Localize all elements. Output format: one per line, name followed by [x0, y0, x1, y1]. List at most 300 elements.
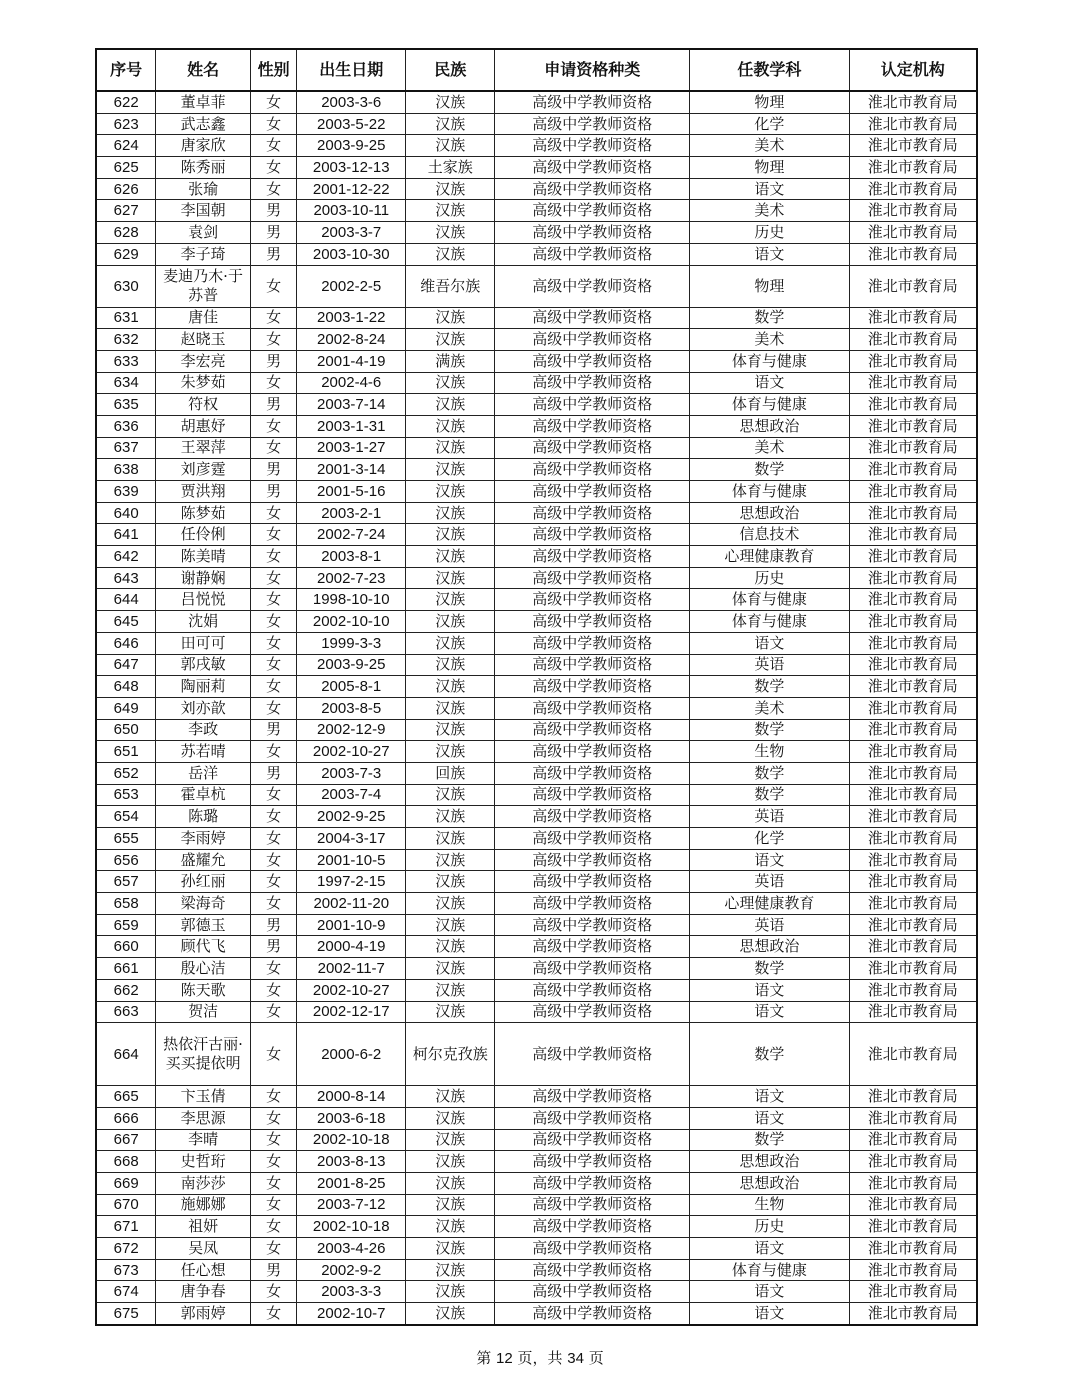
- ethnicity-cell: 汉族: [406, 611, 495, 633]
- birthdate-cell: 2002-7-24: [297, 524, 406, 546]
- name-cell: 李宏亮: [156, 350, 250, 372]
- authority-cell: 淮北市教育局: [849, 524, 977, 546]
- authority-cell: 淮北市教育局: [849, 762, 977, 784]
- authority-cell: 淮北市教育局: [849, 91, 977, 113]
- gender-cell: 女: [250, 893, 297, 915]
- birthdate-cell: 2003-1-22: [297, 307, 406, 329]
- ethnicity-cell: 汉族: [406, 1086, 495, 1108]
- name-cell: 陈天歌: [156, 979, 250, 1001]
- authority-cell: 淮北市教育局: [849, 784, 977, 806]
- qualification-cell: 高级中学教师资格: [495, 849, 690, 871]
- authority-cell: 淮北市教育局: [849, 1107, 977, 1129]
- subject-cell: 英语: [690, 654, 849, 676]
- gender-cell: 女: [250, 113, 297, 135]
- ethnicity-cell: 汉族: [406, 871, 495, 893]
- subject-cell: 思想政治: [690, 502, 849, 524]
- subject-cell: 体育与健康: [690, 350, 849, 372]
- seq-cell: 665: [96, 1086, 156, 1108]
- authority-cell: 淮北市教育局: [849, 849, 977, 871]
- name-cell: 郭戌敏: [156, 654, 250, 676]
- authority-cell: 淮北市教育局: [849, 329, 977, 351]
- header-cell: 姓名: [156, 49, 250, 91]
- name-cell: 贾洪翔: [156, 481, 250, 503]
- authority-cell: 淮北市教育局: [849, 113, 977, 135]
- seq-cell: 624: [96, 135, 156, 157]
- qualification-cell: 高级中学教师资格: [495, 1303, 690, 1325]
- table-row: [96, 1107, 977, 1129]
- name-cell: 李子琦: [156, 243, 250, 265]
- authority-cell: 淮北市教育局: [849, 372, 977, 394]
- subject-cell: 数学: [690, 307, 849, 329]
- qualification-cell: 高级中学教师资格: [495, 697, 690, 719]
- subject-cell: 体育与健康: [690, 589, 849, 611]
- table-row: [96, 784, 977, 806]
- birthdate-cell: 2002-10-27: [297, 741, 406, 763]
- qualification-cell: 高级中学教师资格: [495, 762, 690, 784]
- subject-cell: 历史: [690, 222, 849, 244]
- table-row: [96, 1172, 977, 1194]
- seq-cell: 635: [96, 394, 156, 416]
- gender-cell: 女: [250, 1194, 297, 1216]
- ethnicity-cell: 汉族: [406, 654, 495, 676]
- gender-cell: 女: [250, 1281, 297, 1303]
- gender-cell: 男: [250, 936, 297, 958]
- qualification-cell: 高级中学教师资格: [495, 1107, 690, 1129]
- gender-cell: 女: [250, 806, 297, 828]
- header-cell: 序号: [96, 49, 156, 91]
- table-row: [96, 1129, 977, 1151]
- birthdate-cell: 2005-8-1: [297, 676, 406, 698]
- name-cell: 祖妍: [156, 1216, 250, 1238]
- gender-cell: 男: [250, 243, 297, 265]
- subject-cell: 美术: [690, 329, 849, 351]
- ethnicity-cell: 汉族: [406, 567, 495, 589]
- name-cell: 殷心洁: [156, 958, 250, 980]
- birthdate-cell: 2000-6-2: [297, 1023, 406, 1086]
- subject-cell: 语文: [690, 849, 849, 871]
- birthdate-cell: 2001-10-5: [297, 849, 406, 871]
- birthdate-cell: 2003-9-25: [297, 654, 406, 676]
- name-cell: 谢静娴: [156, 567, 250, 589]
- authority-cell: 淮北市教育局: [849, 958, 977, 980]
- birthdate-cell: 2003-9-25: [297, 135, 406, 157]
- seq-cell: 622: [96, 91, 156, 113]
- birthdate-cell: 2002-8-24: [297, 329, 406, 351]
- seq-cell: 664: [96, 1023, 156, 1086]
- name-cell: 陈秀丽: [156, 157, 250, 179]
- name-cell: 唐争春: [156, 1281, 250, 1303]
- seq-cell: 637: [96, 437, 156, 459]
- subject-cell: 信息技术: [690, 524, 849, 546]
- subject-cell: 语文: [690, 243, 849, 265]
- birthdate-cell: 2003-10-30: [297, 243, 406, 265]
- qualification-cell: 高级中学教师资格: [495, 372, 690, 394]
- ethnicity-cell: 汉族: [406, 91, 495, 113]
- seq-cell: 639: [96, 481, 156, 503]
- subject-cell: 思想政治: [690, 415, 849, 437]
- seq-cell: 648: [96, 676, 156, 698]
- gender-cell: 女: [250, 1001, 297, 1023]
- authority-cell: 淮北市教育局: [849, 654, 977, 676]
- birthdate-cell: 2002-4-6: [297, 372, 406, 394]
- gender-cell: 女: [250, 1129, 297, 1151]
- authority-cell: 淮北市教育局: [849, 1151, 977, 1173]
- seq-cell: 655: [96, 828, 156, 850]
- subject-cell: 美术: [690, 437, 849, 459]
- subject-cell: 语文: [690, 178, 849, 200]
- authority-cell: 淮北市教育局: [849, 676, 977, 698]
- table-row: [96, 1194, 977, 1216]
- ethnicity-cell: 柯尔克孜族: [406, 1023, 495, 1086]
- gender-cell: 女: [250, 828, 297, 850]
- qualification-cell: 高级中学教师资格: [495, 157, 690, 179]
- gender-cell: 女: [250, 979, 297, 1001]
- seq-cell: 647: [96, 654, 156, 676]
- ethnicity-cell: 回族: [406, 762, 495, 784]
- name-cell: 郭雨婷: [156, 1303, 250, 1325]
- authority-cell: 淮北市教育局: [849, 178, 977, 200]
- table-row: [96, 1151, 977, 1173]
- gender-cell: 女: [250, 1107, 297, 1129]
- subject-cell: 语文: [690, 632, 849, 654]
- qualification-cell: 高级中学教师资格: [495, 741, 690, 763]
- gender-cell: 男: [250, 350, 297, 372]
- ethnicity-cell: 满族: [406, 350, 495, 372]
- table-row: [96, 1023, 977, 1086]
- seq-cell: 672: [96, 1238, 156, 1260]
- name-cell: 田可可: [156, 632, 250, 654]
- birthdate-cell: 2001-10-9: [297, 914, 406, 936]
- ethnicity-cell: 汉族: [406, 893, 495, 915]
- authority-cell: 淮北市教育局: [849, 394, 977, 416]
- page-footer: [0, 1347, 1080, 1368]
- name-cell: 武志鑫: [156, 113, 250, 135]
- seq-cell: 646: [96, 632, 156, 654]
- subject-cell: 数学: [690, 958, 849, 980]
- authority-cell: 淮北市教育局: [849, 741, 977, 763]
- name-cell: 李思源: [156, 1107, 250, 1129]
- authority-cell: 淮北市教育局: [849, 1238, 977, 1260]
- qualification-cell: 高级中学教师资格: [495, 265, 690, 307]
- table-row: [96, 178, 977, 200]
- ethnicity-cell: 汉族: [406, 243, 495, 265]
- birthdate-cell: 2003-7-14: [297, 394, 406, 416]
- subject-cell: 心理健康教育: [690, 546, 849, 568]
- name-cell: 陈梦茹: [156, 502, 250, 524]
- gender-cell: 女: [250, 524, 297, 546]
- ethnicity-cell: 汉族: [406, 394, 495, 416]
- seq-cell: 625: [96, 157, 156, 179]
- table-row: [96, 113, 977, 135]
- authority-cell: 淮北市教育局: [849, 1086, 977, 1108]
- seq-cell: 668: [96, 1151, 156, 1173]
- qualification-cell: 高级中学教师资格: [495, 1001, 690, 1023]
- birthdate-cell: 2003-8-5: [297, 697, 406, 719]
- birthdate-cell: 1999-3-3: [297, 632, 406, 654]
- seq-cell: 636: [96, 415, 156, 437]
- gender-cell: 女: [250, 784, 297, 806]
- authority-cell: 淮北市教育局: [849, 1216, 977, 1238]
- gender-cell: 女: [250, 1086, 297, 1108]
- authority-cell: 淮北市教育局: [849, 871, 977, 893]
- table-row: [96, 243, 977, 265]
- name-cell: 卞玉倩: [156, 1086, 250, 1108]
- table-row: [96, 719, 977, 741]
- qualification-cell: 高级中学教师资格: [495, 589, 690, 611]
- birthdate-cell: 2003-3-6: [297, 91, 406, 113]
- seq-cell: 651: [96, 741, 156, 763]
- authority-cell: 淮北市教育局: [849, 415, 977, 437]
- table-row: [96, 654, 977, 676]
- qualification-cell: 高级中学教师资格: [495, 200, 690, 222]
- qualification-cell: 高级中学教师资格: [495, 936, 690, 958]
- birthdate-cell: 2002-11-7: [297, 958, 406, 980]
- seq-cell: 674: [96, 1281, 156, 1303]
- ethnicity-cell: 汉族: [406, 741, 495, 763]
- subject-cell: 体育与健康: [690, 481, 849, 503]
- table-row: [96, 762, 977, 784]
- authority-cell: 淮北市教育局: [849, 697, 977, 719]
- birthdate-cell: 2003-4-26: [297, 1238, 406, 1260]
- seq-cell: 631: [96, 307, 156, 329]
- authority-cell: 淮北市教育局: [849, 222, 977, 244]
- qualification-cell: 高级中学教师资格: [495, 1086, 690, 1108]
- subject-cell: 语文: [690, 1281, 849, 1303]
- table-row: [96, 307, 977, 329]
- ethnicity-cell: 汉族: [406, 113, 495, 135]
- qualification-cell: 高级中学教师资格: [495, 394, 690, 416]
- name-cell: 符权: [156, 394, 250, 416]
- qualification-cell: 高级中学教师资格: [495, 243, 690, 265]
- footer-prefix: 第: [476, 1349, 492, 1367]
- name-cell: 史哲珩: [156, 1151, 250, 1173]
- ethnicity-cell: 汉族: [406, 437, 495, 459]
- name-cell: 王翠萍: [156, 437, 250, 459]
- gender-cell: 女: [250, 546, 297, 568]
- ethnicity-cell: 汉族: [406, 632, 495, 654]
- birthdate-cell: 2003-6-18: [297, 1107, 406, 1129]
- authority-cell: 淮北市教育局: [849, 200, 977, 222]
- birthdate-cell: 2002-10-18: [297, 1129, 406, 1151]
- table-row: [96, 828, 977, 850]
- birthdate-cell: 2003-10-11: [297, 200, 406, 222]
- qualification-cell: 高级中学教师资格: [495, 1151, 690, 1173]
- gender-cell: 女: [250, 91, 297, 113]
- gender-cell: 男: [250, 1259, 297, 1281]
- ethnicity-cell: 汉族: [406, 849, 495, 871]
- birthdate-cell: 2003-5-22: [297, 113, 406, 135]
- gender-cell: 女: [250, 265, 297, 307]
- name-cell: 施娜娜: [156, 1194, 250, 1216]
- authority-cell: 淮北市教育局: [849, 157, 977, 179]
- name-cell: 吕悦悦: [156, 589, 250, 611]
- birthdate-cell: 2003-8-1: [297, 546, 406, 568]
- seq-cell: 630: [96, 265, 156, 307]
- seq-cell: 640: [96, 502, 156, 524]
- gender-cell: 女: [250, 329, 297, 351]
- header-cell: 任教学科: [690, 49, 849, 91]
- ethnicity-cell: 汉族: [406, 372, 495, 394]
- birthdate-cell: 2002-9-25: [297, 806, 406, 828]
- subject-cell: 英语: [690, 871, 849, 893]
- seq-cell: 623: [96, 113, 156, 135]
- ethnicity-cell: 汉族: [406, 719, 495, 741]
- authority-cell: 淮北市教育局: [849, 1281, 977, 1303]
- table-row: [96, 157, 977, 179]
- gender-cell: 女: [250, 1172, 297, 1194]
- gender-cell: 男: [250, 459, 297, 481]
- birthdate-cell: 2002-12-17: [297, 1001, 406, 1023]
- qualification-cell: 高级中学教师资格: [495, 459, 690, 481]
- ethnicity-cell: 汉族: [406, 1129, 495, 1151]
- table-row: [96, 372, 977, 394]
- birthdate-cell: 2001-3-14: [297, 459, 406, 481]
- seq-cell: 670: [96, 1194, 156, 1216]
- table-row: [96, 524, 977, 546]
- table-row: [96, 871, 977, 893]
- subject-cell: 英语: [690, 806, 849, 828]
- birthdate-cell: 2001-4-19: [297, 350, 406, 372]
- qualification-cell: 高级中学教师资格: [495, 481, 690, 503]
- gender-cell: 男: [250, 394, 297, 416]
- seq-cell: 657: [96, 871, 156, 893]
- seq-cell: 658: [96, 893, 156, 915]
- qualification-cell: 高级中学教师资格: [495, 1281, 690, 1303]
- footer-total-pages: 34: [567, 1350, 584, 1367]
- ethnicity-cell: 汉族: [406, 936, 495, 958]
- table-row: [96, 958, 977, 980]
- gender-cell: 男: [250, 222, 297, 244]
- ethnicity-cell: 汉族: [406, 178, 495, 200]
- ethnicity-cell: 汉族: [406, 459, 495, 481]
- ethnicity-cell: 汉族: [406, 589, 495, 611]
- ethnicity-cell: 汉族: [406, 1107, 495, 1129]
- subject-cell: 语文: [690, 372, 849, 394]
- authority-cell: 淮北市教育局: [849, 502, 977, 524]
- subject-cell: 美术: [690, 135, 849, 157]
- seq-cell: 652: [96, 762, 156, 784]
- qualification-cell: 高级中学教师资格: [495, 654, 690, 676]
- qualification-cell: 高级中学教师资格: [495, 1238, 690, 1260]
- table-row: [96, 135, 977, 157]
- subject-cell: 数学: [690, 784, 849, 806]
- qualification-cell: 高级中学教师资格: [495, 828, 690, 850]
- birthdate-cell: 2003-2-1: [297, 502, 406, 524]
- ethnicity-cell: 汉族: [406, 1238, 495, 1260]
- ethnicity-cell: 汉族: [406, 1172, 495, 1194]
- table-row: [96, 632, 977, 654]
- table-row: [96, 91, 977, 113]
- qualification-cell: 高级中学教师资格: [495, 914, 690, 936]
- gender-cell: 女: [250, 567, 297, 589]
- header-cell: 民族: [406, 49, 495, 91]
- birthdate-cell: 2003-3-3: [297, 1281, 406, 1303]
- subject-cell: 美术: [690, 200, 849, 222]
- footer-middle: 页，共: [517, 1349, 563, 1367]
- name-cell: 陶丽莉: [156, 676, 250, 698]
- ethnicity-cell: 汉族: [406, 200, 495, 222]
- ethnicity-cell: 汉族: [406, 1259, 495, 1281]
- seq-cell: 626: [96, 178, 156, 200]
- qualification-cell: 高级中学教师资格: [495, 632, 690, 654]
- seq-cell: 628: [96, 222, 156, 244]
- gender-cell: 男: [250, 914, 297, 936]
- ethnicity-cell: 汉族: [406, 329, 495, 351]
- birthdate-cell: 1998-10-10: [297, 589, 406, 611]
- gender-cell: 女: [250, 676, 297, 698]
- table-row: [96, 914, 977, 936]
- ethnicity-cell: 维吾尔族: [406, 265, 495, 307]
- subject-cell: 数学: [690, 459, 849, 481]
- name-cell: 岳洋: [156, 762, 250, 784]
- qualification-cell: 高级中学教师资格: [495, 524, 690, 546]
- name-cell: 郭德玉: [156, 914, 250, 936]
- ethnicity-cell: 汉族: [406, 1194, 495, 1216]
- table-row: [96, 200, 977, 222]
- name-cell: 孙红丽: [156, 871, 250, 893]
- name-cell: 南莎莎: [156, 1172, 250, 1194]
- table-row: [96, 936, 977, 958]
- seq-cell: 650: [96, 719, 156, 741]
- gender-cell: 女: [250, 654, 297, 676]
- table-row: [96, 437, 977, 459]
- seq-cell: 659: [96, 914, 156, 936]
- table-row: [96, 1086, 977, 1108]
- name-cell: 热依汗古丽·买买提依明: [156, 1023, 250, 1086]
- birthdate-cell: 2002-10-10: [297, 611, 406, 633]
- subject-cell: 语文: [690, 979, 849, 1001]
- gender-cell: 女: [250, 1216, 297, 1238]
- ethnicity-cell: 汉族: [406, 697, 495, 719]
- qualification-cell: 高级中学教师资格: [495, 437, 690, 459]
- ethnicity-cell: 汉族: [406, 1216, 495, 1238]
- ethnicity-cell: 汉族: [406, 135, 495, 157]
- subject-cell: 化学: [690, 113, 849, 135]
- authority-cell: 淮北市教育局: [849, 1259, 977, 1281]
- name-cell: 霍卓杭: [156, 784, 250, 806]
- subject-cell: 语文: [690, 1001, 849, 1023]
- birthdate-cell: 2003-1-31: [297, 415, 406, 437]
- table-row: [96, 1001, 977, 1023]
- name-cell: 贺洁: [156, 1001, 250, 1023]
- table-row: [96, 481, 977, 503]
- name-cell: 董卓菲: [156, 91, 250, 113]
- authority-cell: 淮北市教育局: [849, 589, 977, 611]
- gender-cell: 女: [250, 502, 297, 524]
- gender-cell: 女: [250, 871, 297, 893]
- birthdate-cell: 2001-8-25: [297, 1172, 406, 1194]
- subject-cell: 语文: [690, 1303, 849, 1325]
- seq-cell: 649: [96, 697, 156, 719]
- ethnicity-cell: 汉族: [406, 806, 495, 828]
- name-cell: 唐佳: [156, 307, 250, 329]
- name-cell: 任伶俐: [156, 524, 250, 546]
- birthdate-cell: 2003-7-12: [297, 1194, 406, 1216]
- qualification-cell: 高级中学教师资格: [495, 329, 690, 351]
- seq-cell: 669: [96, 1172, 156, 1194]
- birthdate-cell: 2002-10-27: [297, 979, 406, 1001]
- name-cell: 沈娟: [156, 611, 250, 633]
- birthdate-cell: 2003-12-13: [297, 157, 406, 179]
- authority-cell: 淮北市教育局: [849, 632, 977, 654]
- birthdate-cell: 2002-2-5: [297, 265, 406, 307]
- subject-cell: 美术: [690, 697, 849, 719]
- ethnicity-cell: 汉族: [406, 481, 495, 503]
- qualification-cell: 高级中学教师资格: [495, 806, 690, 828]
- ethnicity-cell: 汉族: [406, 546, 495, 568]
- ethnicity-cell: 汉族: [406, 502, 495, 524]
- name-cell: 张瑜: [156, 178, 250, 200]
